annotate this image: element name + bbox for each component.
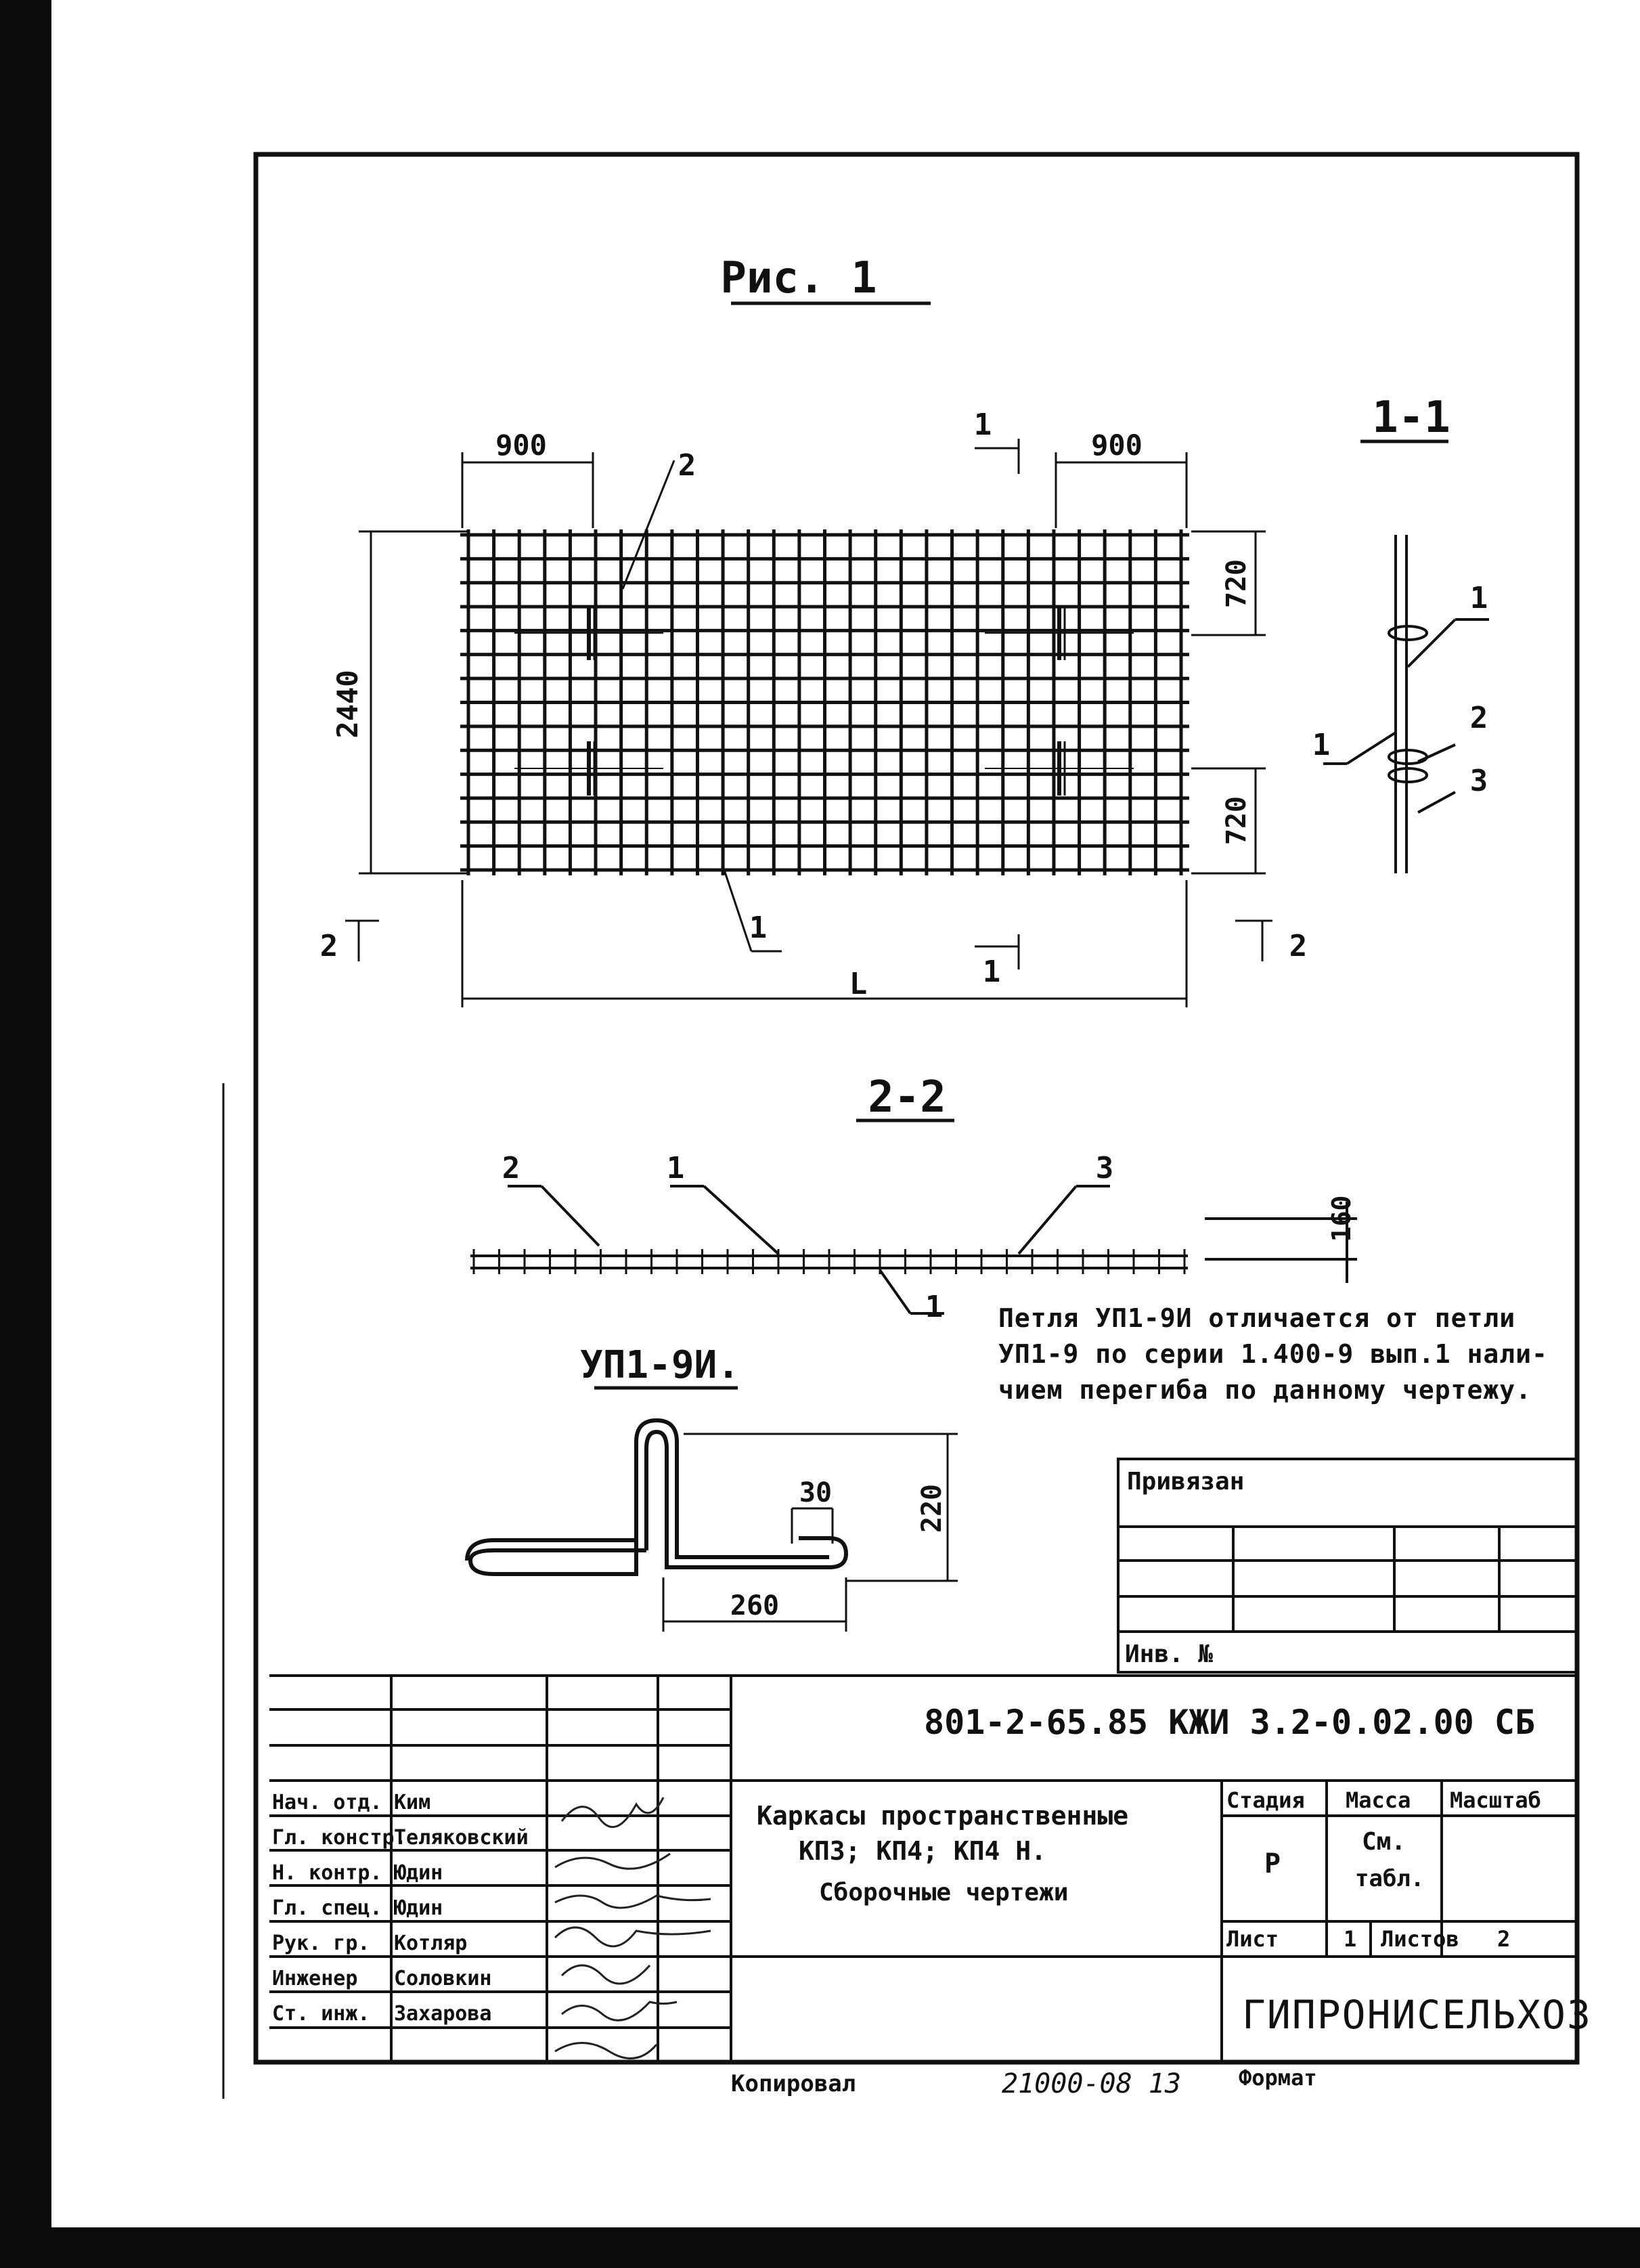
mass-value-1: См. [1362,1828,1406,1856]
loop-shape [467,1420,846,1574]
staff-role: Инженер [272,1967,358,1990]
doc-name-line-3: Сборочные чертежи [819,1879,1069,1906]
staff-role: Гл. констр. [272,1826,407,1850]
staff-name: Ким [394,1791,431,1814]
dim-720-bottom: 720 [1221,795,1252,846]
staff-name: Котляр [394,1932,468,1955]
doc-name-line-2: КП3; КП4; КП4 Н. [799,1836,1047,1866]
stage-value: Р [1264,1848,1281,1879]
staff-name: Соловкин [394,1967,492,1990]
section-2-2-title: 2-2 [868,1072,946,1122]
loop-dim-30: 30 [799,1477,833,1508]
s22-callout-3: 3 [1095,1151,1114,1185]
staff-name: Юдин [394,1861,443,1885]
section-1-1-view [1323,535,1489,873]
dim-L: L [849,967,868,1001]
staff-name: Теляковский [394,1826,529,1850]
loop-title: УП1-9И. [579,1343,740,1387]
staff-role: Гл. спец. [272,1896,382,1920]
s11-callout-2: 2 [1469,701,1488,735]
s22-dim-160: 160 [1327,1195,1356,1242]
staff-role: Рук. гр. [272,1932,370,1955]
footer-number: 21000-08 13 [1002,2068,1181,2099]
plan-dimensions [345,439,1272,1007]
cut-1-top: 1 [973,408,992,442]
callout-2-plan: 2 [678,448,696,483]
staff-role: Н. контр. [272,1861,382,1885]
staff-role: Нач. отд. [272,1791,382,1814]
organization: ГИПРОНИСЕЛЬХОЗ [1242,1992,1592,2038]
cut-2-right: 2 [1289,929,1308,963]
s11-callout-1b: 1 [1312,728,1331,762]
document-code: 801-2-65.85 КЖИ 3.2-0.02.00 СБ [924,1703,1536,1742]
s11-callout-1a: 1 [1469,581,1488,615]
figure-title: Рис. 1 [720,253,877,303]
footer-format: Формат [1239,2065,1317,2091]
note-line-3: чием перегиба по данному чертежу. [998,1375,1532,1405]
signatures [555,1797,711,2058]
section-2-2-view [470,1186,1357,1313]
sheets-value: 2 [1497,1926,1511,1952]
dim-900-left: 900 [495,429,547,462]
privyazan-label: Привязан [1127,1468,1245,1496]
staff-role: Ст. инж. [272,2002,370,2026]
section-1-1-title: 1-1 [1372,393,1450,443]
doc-name-line-1: Каркасы пространственные [757,1801,1129,1831]
s22-callout-1: 1 [666,1151,685,1185]
sheet-value: 1 [1344,1926,1357,1952]
dim-2440: 2440 [331,670,364,739]
sheet-label: Лист [1226,1926,1279,1952]
note-line-1: Петля УП1-9И отличается от петли [998,1303,1516,1333]
dim-900-right: 900 [1091,429,1143,462]
staff-name: Юдин [394,1896,443,1920]
footer-copied: Копировал [731,2070,856,2097]
callout-1-plan: 1 [749,911,768,945]
mesh-plan [460,529,1189,875]
loop-dim-220: 220 [916,1483,948,1533]
sheets-label: Листов [1381,1926,1459,1952]
s22-callout-2: 2 [502,1151,520,1185]
cut-2-left: 2 [319,929,338,963]
cut-1-bottom: 1 [982,955,1001,989]
scale-header: Масштаб [1450,1787,1541,1813]
mass-value-2: табл. [1355,1865,1425,1892]
inv-label: Инв. № [1125,1640,1214,1668]
dim-720-top: 720 [1221,559,1252,609]
loop-dim-260: 260 [730,1590,780,1621]
note-line-2: УП1-9 по серии 1.400-9 вып.1 нали- [998,1339,1548,1369]
s11-callout-3: 3 [1469,764,1488,798]
mass-header: Масса [1346,1787,1411,1813]
loop-dimensions [663,1434,958,1632]
stage-header: Стадия [1226,1787,1305,1813]
s22-callout-1b: 1 [925,1290,944,1324]
staff-name: Захарова [394,2002,492,2026]
